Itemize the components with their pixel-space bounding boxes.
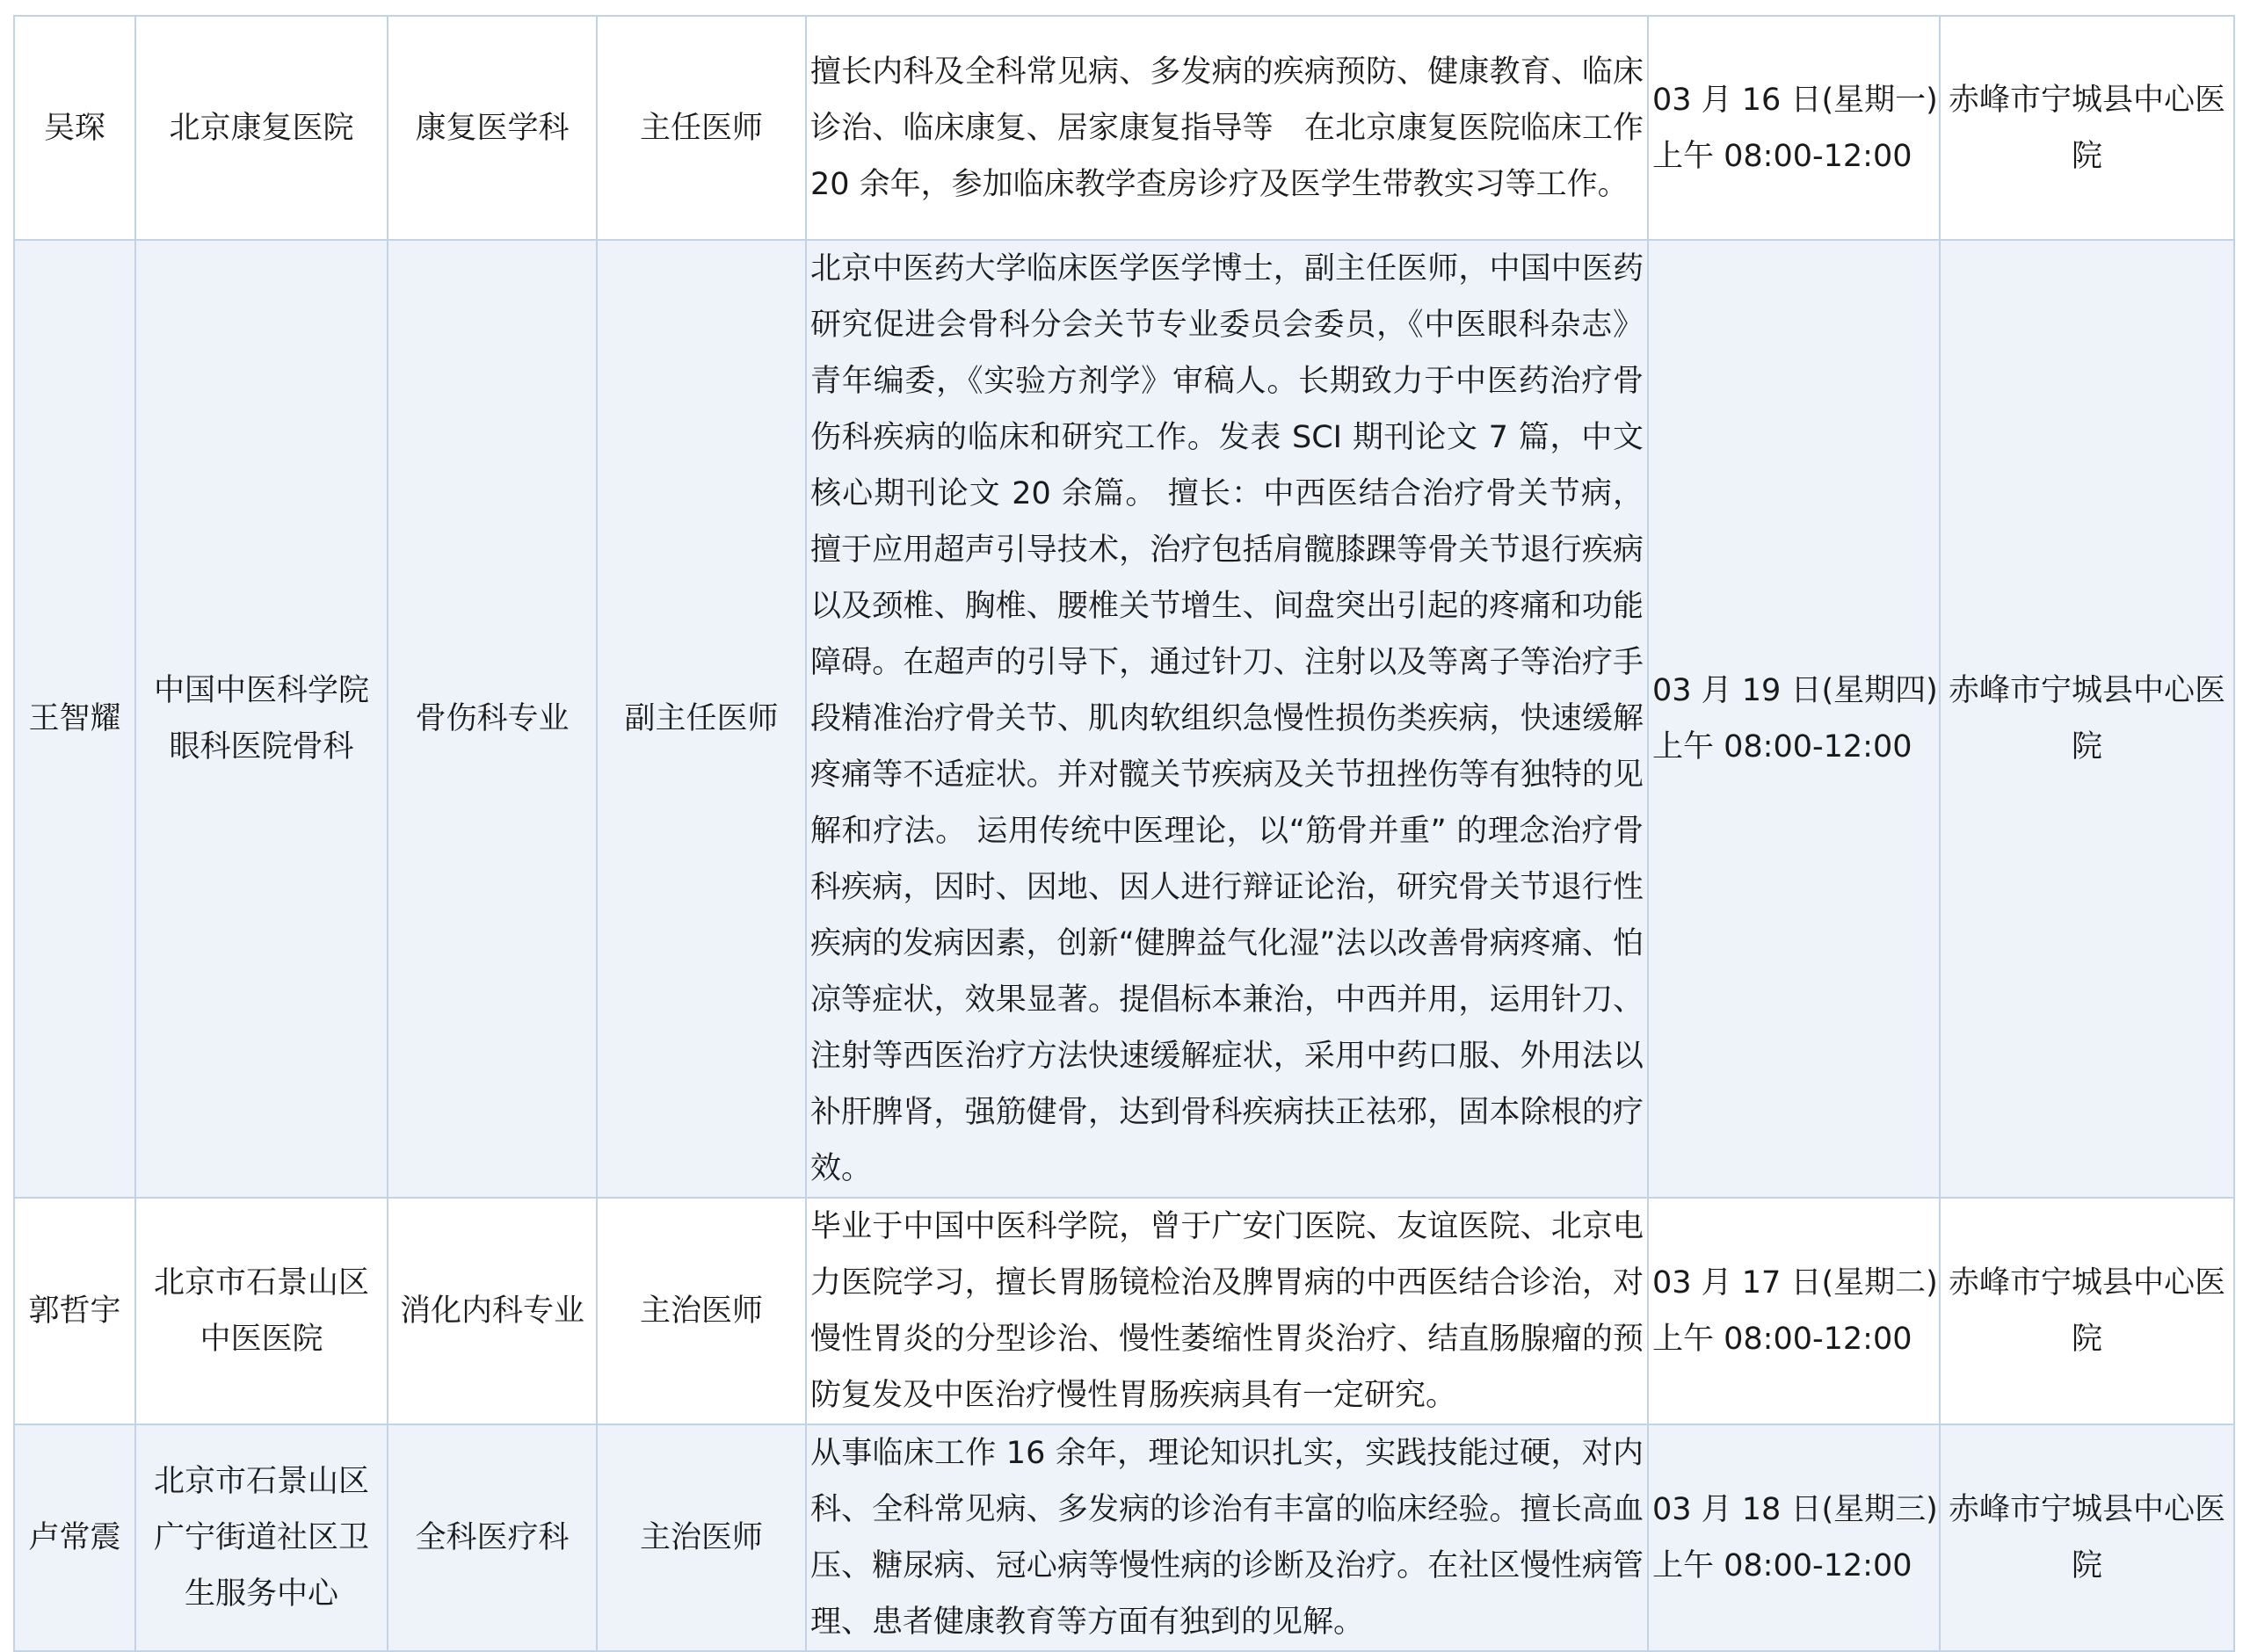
table-row [14, 1198, 2234, 1424]
doctor-bio: 擅长内科及全科常见病、多发病的疾病预防、健康教育、临床诊治、临床康复、居家康复指导等 在北京康复医院临床工作 20 余年，参加临床教学查房诊疗及医学生带教实习等工作。 [806, 16, 1648, 240]
doctor-name: 吴琛 [14, 16, 135, 240]
table-row [14, 16, 2234, 240]
hospital-name: 中国中医科学院眼科医院骨科 [135, 240, 388, 1198]
job-title: 主治医师 [597, 1424, 806, 1651]
job-title: 主任医师 [597, 16, 806, 240]
clinic-time: 03 月 17 日(星期二) 上午 08:00-12:00 [1648, 1198, 1940, 1424]
doctor-name: 卢常震 [14, 1424, 135, 1651]
clinic-time: 03 月 16 日(星期一) 上午 08:00-12:00 [1648, 16, 1940, 240]
department: 康复医学科 [388, 16, 597, 240]
doctor-name: 郭哲宇 [14, 1198, 135, 1424]
clinic-venue: 赤峰市宁城县中心医院 [1940, 1198, 2234, 1424]
doctor-bio: 毕业于中国中医科学院，曾于广安门医院、友谊医院、北京电力医院学习，擅长胃肠镜检治及脾胃病的中西医结合诊治，对慢性胃炎的分型诊治、慢性萎缩性胃炎治疗、结直肠腺瘤的预防复发及中医治疗慢性胃肠疾病具有一定研究。 [806, 1198, 1648, 1424]
hospital-name: 北京市石景山区广宁街道社区卫生服务中心 [135, 1424, 388, 1651]
table-row [14, 240, 2234, 1198]
clinic-time: 03 月 19 日(星期四) 上午 08:00-12:00 [1648, 240, 1940, 1198]
department: 骨伤科专业 [388, 240, 597, 1198]
doctor-bio: 从事临床工作 16 余年，理论知识扎实，实践技能过硬，对内科、全科常见病、多发病的诊治有丰富的临床经验。擅长高血压、糖尿病、冠心病等慢性病的诊断及治疗。在社区慢性病管理、患者健康教育等方面有独到的见解。 [806, 1424, 1648, 1651]
doctor-bio: 北京中医药大学临床医学医学博士，副主任医师，中国中医药研究促进会骨科分会关节专业委员会委员，《中医眼科杂志》青年编委，《实验方剂学》审稿人。长期致力于中医药治疗骨伤科疾病的临床和研究工作。发表 SCI 期刊论文 7 篇，中文核心期刊论文 20 余篇。 擅长：中西医结合治疗骨关节病，擅于应用超声引导技术，治疗包括肩髋膝踝等骨关节退行疾病以及颈椎、胸椎、腰椎关节增生、间盘突出引起的疼痛和功能障碍。在超声的引导下，通过针刀、注射以及等离子等治疗手段精准治疗骨关节、肌肉软组织急慢性损伤类疾病，快速缓解疼痛等不适症状。并对髋关节疾病及关节扭挫伤等有独特的见解和疗法。 运用传统中医理论，以“筋骨并重” 的理念治疗骨科疾病，因时、因地、因人进行辩证论治，研究骨关节退行性疾病的发病因素，创新“健脾益气化湿”法以改善骨病疼痛、怕凉等症状，效果显著。提倡标本兼治，中西并用，运用针刀、注射等西医治疗方法快速缓解症状，采用中药口服、外用法以补肝脾肾，强筋健骨，达到骨科疾病扶正祛邪，固本除根的疗效。 [806, 240, 1648, 1198]
clinic-venue: 赤峰市宁城县中心医院 [1940, 16, 2234, 240]
clinic-venue: 赤峰市宁城县中心医院 [1940, 240, 2234, 1198]
table-row [14, 1424, 2234, 1651]
clinic-venue: 赤峰市宁城县中心医院 [1940, 1424, 2234, 1651]
doctor-name: 王智耀 [14, 240, 135, 1198]
department: 全科医疗科 [388, 1424, 597, 1651]
doctor-schedule-table [13, 15, 2235, 1652]
job-title: 副主任医师 [597, 240, 806, 1198]
hospital-name: 北京市石景山区中医医院 [135, 1198, 388, 1424]
job-title: 主治医师 [597, 1198, 806, 1424]
department: 消化内科专业 [388, 1198, 597, 1424]
clinic-time: 03 月 18 日(星期三) 上午 08:00-12:00 [1648, 1424, 1940, 1651]
hospital-name: 北京康复医院 [135, 16, 388, 240]
